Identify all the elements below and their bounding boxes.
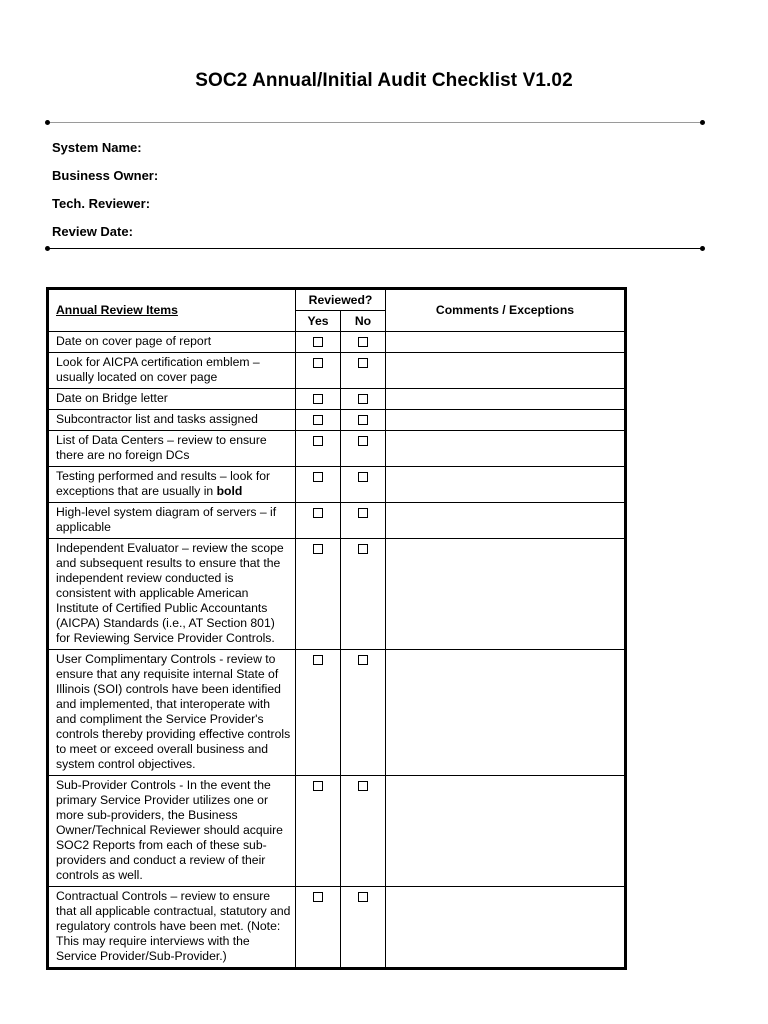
divider-dot-right	[700, 120, 705, 125]
review-date-label: Review Date:	[52, 224, 133, 239]
reviewed-yes-checkbox[interactable]	[313, 508, 323, 518]
reviewed-yes-checkbox[interactable]	[313, 394, 323, 404]
review-item-text	[48, 431, 296, 467]
comments-cell[interactable]	[386, 410, 626, 431]
reviewed-yes-cell	[296, 431, 341, 467]
reviewed-yes-cell	[296, 389, 341, 410]
reviewed-yes-checkbox[interactable]	[313, 655, 323, 665]
reviewed-yes-cell	[296, 776, 341, 887]
reviewed-yes-checkbox[interactable]	[313, 892, 323, 902]
review-item-label: High-level system diagram of servers – if applicable	[56, 505, 277, 534]
review-item-label: User Complimentary Controls - review to ensure that any requisite internal State of Illinois (SOI) controls have been identified and implemented, that interoperate with and compliment the Service Provider's controls thereby providing effective controls to meet or exceed overall business and system control objectives.	[56, 652, 291, 771]
reviewed-no-cell	[341, 353, 386, 389]
review-item-label: Sub-Provider Controls - In the event the primary Service Provider utilizes one or more sub-providers, the Business Owner/Technical Reviewer should acquire SOC2 Reports from each of these sub-providers and conduct a review of their controls as well.	[56, 778, 283, 882]
reviewed-no-cell	[341, 389, 386, 410]
comments-cell[interactable]	[386, 467, 626, 503]
header-no: No	[341, 311, 386, 332]
comments-cell[interactable]	[386, 650, 626, 776]
reviewed-no-checkbox[interactable]	[358, 472, 368, 482]
reviewed-no-checkbox[interactable]	[358, 544, 368, 554]
review-item-label: Look for AICPA certification emblem – usually located on cover page	[56, 355, 260, 384]
reviewed-no-checkbox[interactable]	[358, 655, 368, 665]
table-row	[48, 431, 626, 467]
header-reviewed: Reviewed?	[296, 289, 386, 311]
review-item-label: Contractual Controls – review to ensure that all applicable contractual, statutory and regulatory controls have been met. (Note: This may require interviews with the Service Provider/Sub-Provider.)	[56, 889, 291, 963]
review-item-text	[48, 332, 296, 353]
comments-cell[interactable]	[386, 539, 626, 650]
table-row	[48, 776, 626, 887]
review-item-text	[48, 650, 296, 776]
table-row	[48, 389, 626, 410]
reviewed-yes-checkbox[interactable]	[313, 781, 323, 791]
reviewed-yes-checkbox[interactable]	[313, 544, 323, 554]
table-row	[48, 410, 626, 431]
review-item-text	[48, 389, 296, 410]
reviewed-no-cell	[341, 503, 386, 539]
reviewed-no-cell	[341, 776, 386, 887]
reviewed-yes-checkbox[interactable]	[313, 358, 323, 368]
table-row	[48, 887, 626, 969]
review-item-text	[48, 353, 296, 389]
divider-dot-left	[45, 246, 50, 251]
table-row	[48, 467, 626, 503]
comments-cell[interactable]	[386, 887, 626, 969]
reviewed-no-checkbox[interactable]	[358, 508, 368, 518]
reviewed-yes-cell	[296, 503, 341, 539]
bottom-divider	[47, 248, 703, 249]
reviewed-yes-cell	[296, 332, 341, 353]
reviewed-yes-cell	[296, 887, 341, 969]
reviewed-yes-checkbox[interactable]	[313, 337, 323, 347]
comments-cell[interactable]	[386, 431, 626, 467]
review-item-label: List of Data Centers – review to ensure there are no foreign DCs	[56, 433, 267, 462]
reviewed-no-checkbox[interactable]	[358, 337, 368, 347]
checklist-table	[46, 287, 627, 970]
reviewed-no-checkbox[interactable]	[358, 892, 368, 902]
page-title: SOC2 Annual/Initial Audit Checklist V1.02	[195, 70, 573, 91]
reviewed-yes-checkbox[interactable]	[313, 472, 323, 482]
table-row	[48, 650, 626, 776]
reviewed-no-cell	[341, 539, 386, 650]
review-item-label: Independent Evaluator – review the scope and subsequent results to ensure that the independent review conducted is consistent with applicable American Institute of Certified Public Accountants (AICPA) Standards (i.e., AT Section 801) for Reviewing Service Provider Controls.	[56, 541, 284, 645]
reviewed-no-checkbox[interactable]	[358, 415, 368, 425]
table-row	[48, 539, 626, 650]
reviewed-yes-cell	[296, 353, 341, 389]
table-row	[48, 353, 626, 389]
divider-dot-left	[45, 120, 50, 125]
reviewed-no-cell	[341, 887, 386, 969]
header-comments-exceptions: Comments / Exceptions	[386, 289, 626, 332]
reviewed-no-checkbox[interactable]	[358, 781, 368, 791]
review-item-bold-text: bold	[216, 484, 243, 498]
reviewed-yes-checkbox[interactable]	[313, 436, 323, 446]
reviewed-yes-cell	[296, 410, 341, 431]
review-item-text	[48, 503, 296, 539]
reviewed-no-cell	[341, 431, 386, 467]
review-item-text	[48, 776, 296, 887]
review-item-text	[48, 887, 296, 969]
table-row	[48, 503, 626, 539]
review-item-text	[48, 410, 296, 431]
review-item-text	[48, 467, 296, 503]
reviewed-no-checkbox[interactable]	[358, 358, 368, 368]
header-annual-review-items: Annual Review Items	[48, 289, 296, 332]
comments-cell[interactable]	[386, 389, 626, 410]
header-yes: Yes	[296, 311, 341, 332]
review-item-label: Testing performed and results – look for exceptions that are usually in	[56, 469, 271, 498]
divider-dot-right	[700, 246, 705, 251]
reviewed-no-cell	[341, 410, 386, 431]
reviewed-no-checkbox[interactable]	[358, 394, 368, 404]
business-owner-label: Business Owner:	[52, 168, 159, 183]
comments-cell[interactable]	[386, 776, 626, 887]
review-item-label: Date on cover page of report	[56, 334, 212, 348]
reviewed-yes-cell	[296, 539, 341, 650]
reviewed-yes-checkbox[interactable]	[313, 415, 323, 425]
checklist-rows	[48, 332, 626, 969]
tech-reviewer-label: Tech. Reviewer:	[52, 196, 151, 211]
review-item-label: Subcontractor list and tasks assigned	[56, 412, 258, 426]
reviewed-yes-cell	[296, 467, 341, 503]
review-item-text	[48, 539, 296, 650]
reviewed-no-cell	[341, 650, 386, 776]
top-divider	[47, 122, 703, 123]
comments-cell[interactable]	[386, 503, 626, 539]
review-item-label: Date on Bridge letter	[56, 391, 168, 405]
reviewed-no-cell	[341, 332, 386, 353]
comments-cell[interactable]	[386, 353, 626, 389]
reviewed-yes-cell	[296, 650, 341, 776]
comments-cell[interactable]	[386, 332, 626, 353]
system-name-label: System Name:	[52, 140, 142, 155]
reviewed-no-cell	[341, 467, 386, 503]
table-row	[48, 332, 626, 353]
reviewed-no-checkbox[interactable]	[358, 436, 368, 446]
